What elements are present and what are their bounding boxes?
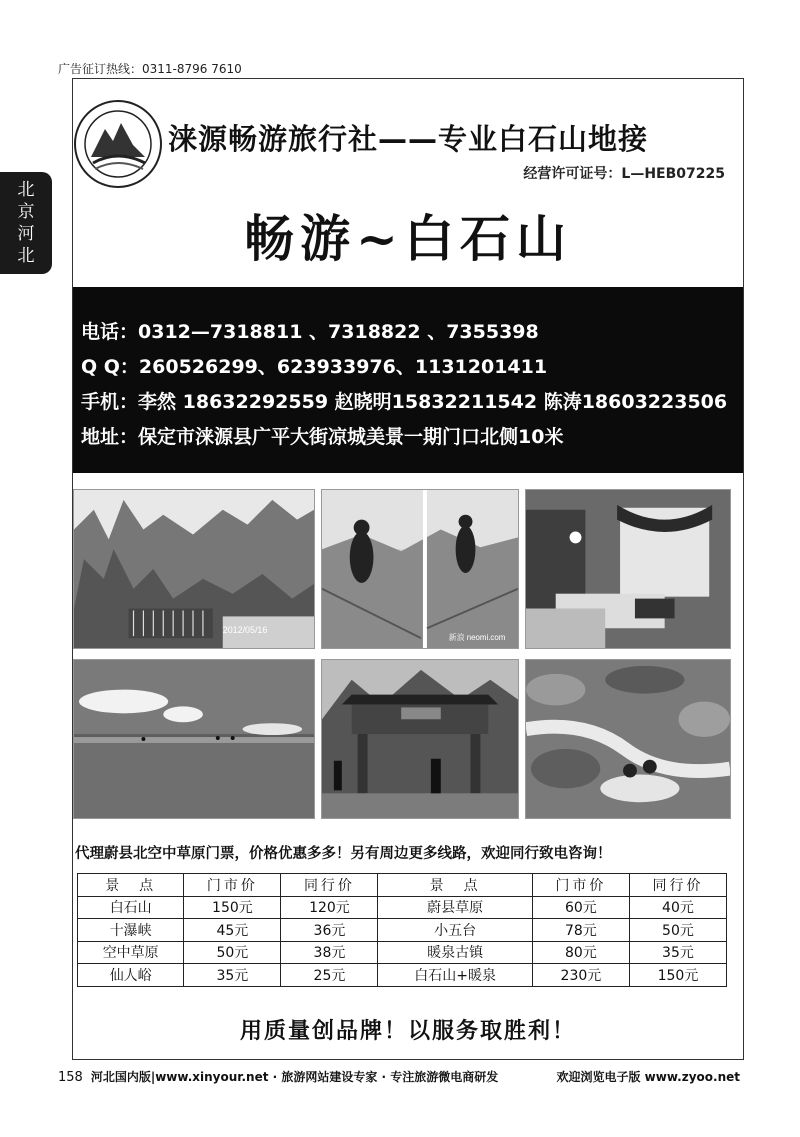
contact-band <box>73 287 743 473</box>
qq-label: Q Q： <box>81 356 139 378</box>
table-cell: 小五台 <box>378 919 532 942</box>
qq-line <box>81 350 743 385</box>
column-header: 门市价 <box>532 874 629 897</box>
region-side-tab <box>0 172 52 274</box>
promo-text: 代理蔚县北空中草原门票，价格优惠多多！另有周边更多线路，欢迎同行致电咨询！ <box>75 846 612 862</box>
side-tab-char: 北 <box>17 246 35 266</box>
table-row <box>78 919 727 942</box>
table-cell: 35元 <box>184 964 281 987</box>
table-cell: 36元 <box>281 919 378 942</box>
table-header-row <box>78 874 727 897</box>
phone-value: 0312—7318811 、7318822 、7355398 <box>138 321 539 343</box>
table-cell: 60元 <box>532 896 629 919</box>
qq-value: 260526299、623933976、1131201411 <box>138 356 548 378</box>
hotel-room-photo <box>525 489 731 649</box>
table-row <box>78 964 727 987</box>
headline-title: 畅游~白石山 <box>244 209 572 268</box>
table-cell: 白石山+暖泉 <box>378 964 532 987</box>
table-cell: 50元 <box>629 919 726 942</box>
mobile-line <box>81 385 743 420</box>
footer-left <box>58 1068 498 1085</box>
table-cell: 230元 <box>532 964 629 987</box>
footer-site-text: 河北国内版|www.xinyour.net · 旅游网站建设专家 · 专注旅游微电商研发 <box>90 1070 499 1084</box>
agency-logo-icon <box>73 99 163 189</box>
table-cell: 白石山 <box>78 896 184 919</box>
table-cell: 78元 <box>532 919 629 942</box>
footer-right: 欢迎浏览电子版 www.zyoo.net <box>556 1070 740 1084</box>
table-cell: 38元 <box>281 941 378 964</box>
slogan: 用质量创品牌！以服务取胜利！ <box>239 1019 576 1044</box>
side-tab-char: 京 <box>17 202 35 222</box>
table-cell: 仙人峪 <box>78 964 184 987</box>
photo-date-overlay: 2012/05/16 <box>222 625 268 636</box>
column-header: 同行价 <box>629 874 726 897</box>
table-cell: 25元 <box>281 964 378 987</box>
table-cell: 45元 <box>184 919 281 942</box>
column-header: 同行价 <box>281 874 378 897</box>
table-cell: 暖泉古镇 <box>378 941 532 964</box>
column-header: 门市价 <box>184 874 281 897</box>
river-rafting-photo <box>525 659 731 819</box>
table-cell: 120元 <box>281 896 378 919</box>
ad-hotline: 广告征订热线：0311-8796 7610 <box>58 62 242 76</box>
ad-header <box>73 79 743 287</box>
table-cell: 35元 <box>629 941 726 964</box>
phone-line <box>81 315 743 350</box>
photo-grid <box>73 489 743 819</box>
grassland-photo <box>73 659 315 819</box>
column-header: 景 点 <box>78 874 184 897</box>
side-tab-char: 北 <box>17 180 35 200</box>
photo-watermark: 新浪 neomi.com <box>448 633 506 643</box>
mobile-value: 李然 18632292559 赵晓明15832211542 陈涛18603223506 <box>138 391 728 413</box>
glass-walkway-photo <box>321 489 519 649</box>
table-row <box>78 941 727 964</box>
price-table <box>77 873 727 987</box>
page-number: 158 <box>58 1070 83 1085</box>
advertisement-frame <box>72 78 744 1060</box>
table-cell: 40元 <box>629 896 726 919</box>
license-number: 经营许可证号：L—HEB07225 <box>523 166 725 182</box>
table-cell: 十瀑峡 <box>78 919 184 942</box>
address-line <box>81 420 743 455</box>
agency-title: 涞源畅游旅行社——专业白石山地接 <box>168 122 649 156</box>
table-row <box>78 896 727 919</box>
scenic-gate-photo <box>73 489 315 649</box>
mobile-label: 手机： <box>81 391 139 413</box>
address-value: 保定市涞源县广平大街凉城美景一期门口北侧10米 <box>138 426 564 448</box>
side-tab-char: 河 <box>17 224 35 244</box>
table-cell: 80元 <box>532 941 629 964</box>
column-header: 景 点 <box>378 874 532 897</box>
table-cell: 空中草原 <box>78 941 184 964</box>
address-label: 地址： <box>81 426 139 448</box>
table-cell: 50元 <box>184 941 281 964</box>
table-cell: 蔚县草原 <box>378 896 532 919</box>
archway-photo <box>321 659 519 819</box>
table-cell: 150元 <box>629 964 726 987</box>
table-cell: 150元 <box>184 896 281 919</box>
phone-label: 电话： <box>81 321 139 343</box>
